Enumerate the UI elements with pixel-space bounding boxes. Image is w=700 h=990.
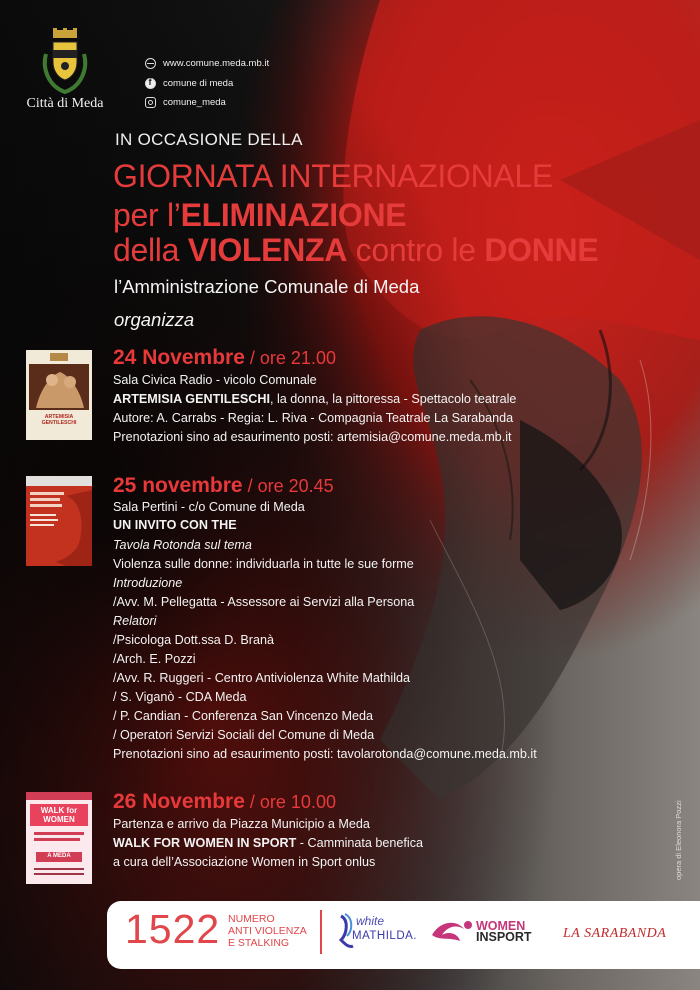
women-in-sport-text: WOMEN INSPORT [476, 919, 532, 944]
event-2-speaker-4: / S. Viganò - CDA Meda [113, 690, 247, 704]
event-1-thumbnail [26, 350, 92, 440]
event-2-speaker-6: / Operatori Servizi Sociali del Comune di Meda [113, 728, 375, 742]
event-2-intro-speaker: /Avv. M. Pellegatta - Assessore ai Servizi alla Persona [113, 595, 415, 609]
facebook-link[interactable] [145, 78, 233, 89]
event-2-speaker-1: /Psicologa Dott.ssa D. Branà [113, 633, 274, 647]
event-2-date: 25 novembre / ore 20.45 [113, 474, 334, 497]
event-2-speakers-label: Relatori [113, 614, 157, 628]
globe-icon [145, 58, 156, 69]
event-2-title: UN INVITO CON THE [113, 518, 237, 532]
facebook-icon [145, 78, 156, 89]
event-2-speaker-3: /Avv. R. Ruggeri - Centro Antiviolenza White Mathilda [113, 671, 411, 685]
white-mathilda-text: white [356, 914, 385, 928]
facebook-text: comune di meda [163, 78, 234, 89]
event-3-date: 26 Novembre / ore 10.00 [113, 790, 336, 813]
la-sarabanda-logo: LA SARABANDA [563, 926, 667, 941]
footer-divider [320, 910, 322, 954]
instagram-icon [145, 97, 156, 108]
artwork-credit: opera di Eleonora Pozzi [674, 800, 683, 880]
white-mathilda-text-2: MATHILDA. [352, 930, 417, 942]
city-crest-icon [40, 28, 90, 96]
event-1-credits: Autore: A. Carrabs - Regia: L. Riva - Compagnia Teatrale La Sarabanda [113, 411, 514, 425]
city-name: Città di Meda [26, 96, 104, 111]
event-1-booking: Prenotazioni sino ad esaurimento posti: artemisia@comune.meda.mb.it [113, 430, 512, 444]
event-2-location: Sala Pertini - c/o Comune di Meda [113, 500, 305, 514]
women-in-sport-logo-icon [430, 915, 480, 947]
event-1-location: Sala Civica Radio - vicolo Comunale [113, 373, 317, 387]
event-2-speaker-2: /Arch. E. Pozzi [113, 652, 196, 666]
instagram-text: comune_meda [163, 97, 226, 108]
instagram-link[interactable] [145, 97, 226, 108]
title-line-1: GIORNATA INTERNAZIONALE [113, 158, 553, 194]
event-1-thumb-title: ARTEMISIA GENTILESCHI [41, 414, 77, 426]
title-line-2: per l’ELIMINAZIONE [113, 197, 407, 233]
event-3-location: Partenza e arrivo da Piazza Municipio a Meda [113, 817, 370, 831]
event-2-booking: Prenotazioni sino ad esaurimento posti: tavolarotonda@comune.meda.mb.it [113, 747, 537, 761]
event-3-thumb-title: WALK for WOMEN [40, 806, 78, 824]
organizza-label: organizza [114, 309, 195, 330]
event-1-title: ARTEMISIA GENTILESCHI, la donna, la pittoressa - Spettacolo teatrale [113, 392, 517, 406]
event-3-title: WALK FOR WOMEN IN SPORT - Camminata benefica [113, 836, 424, 850]
event-2-thumbnail [26, 476, 92, 566]
event-2-subtitle: Tavola Rotonda sul tema [113, 538, 252, 552]
event-1-date: 24 Novembre / ore 21.00 [113, 346, 336, 369]
event-2-speaker-5: / P. Candian - Conferenza San Vincenzo Meda [113, 709, 373, 723]
organizer-line: l’Amministrazione Comunale di Meda [114, 276, 420, 297]
event-3-thumb-place: A MEDA [47, 853, 71, 859]
event-3-organizer: a cura dell’Associazione Women in Sport onlus [113, 855, 376, 869]
title-line-3: della VIOLENZA contro le DONNE [113, 232, 599, 268]
website-link[interactable] [145, 58, 269, 69]
website-text: www.comune.meda.mb.it [163, 58, 270, 69]
event-2-intro-label: Introduzione [113, 576, 183, 590]
helpline-label: NUMERO ANTI VIOLENZA E STALKING [228, 913, 307, 949]
helpline-number: 1522 [125, 906, 221, 952]
event-3-thumbnail [26, 792, 92, 884]
event-2-theme: Violenza sulle donne: individuarla in tutte le sue forme [113, 557, 414, 571]
occasion-label: IN OCCASIONE DELLA [115, 130, 303, 149]
